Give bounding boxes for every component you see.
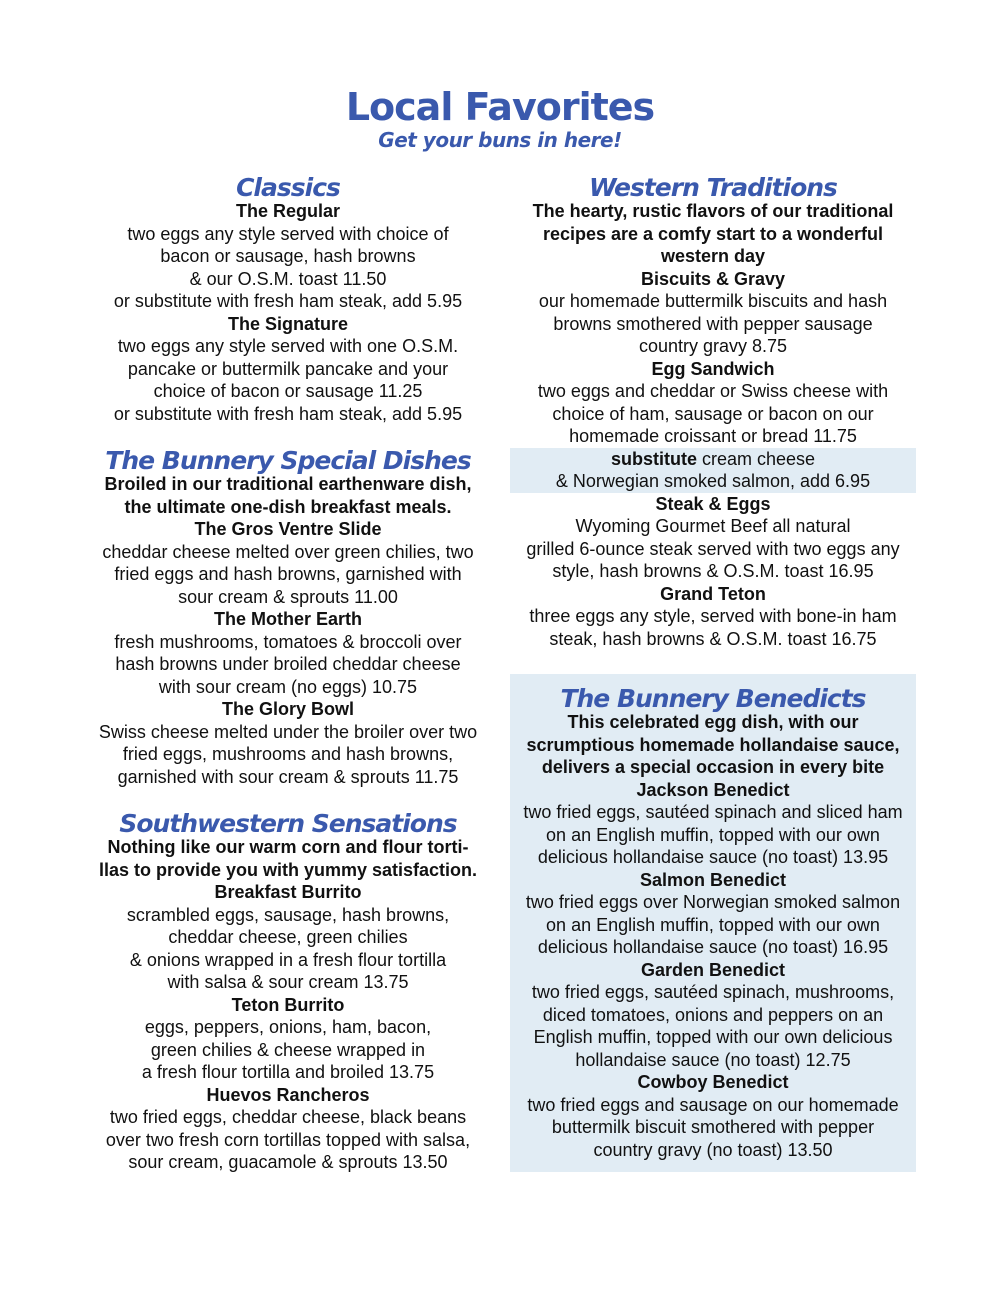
item-description: sour cream, guacamole & sprouts 13.50 (128, 1152, 448, 1172)
item-description: browns smothered with pepper sausage (553, 313, 873, 334)
item-name: The Signature (227, 313, 348, 334)
item-name: The Regular (235, 201, 341, 221)
item-description: fried eggs, mushrooms and hash browns, (122, 744, 454, 764)
item-name: The Mother Earth (213, 609, 362, 629)
menu-item-cowboy-benedict (510, 1071, 916, 1161)
menu-item-biscuits-gravy (510, 268, 916, 358)
item-description: style, hash browns & O.S.M. toast 16.95 (552, 561, 874, 581)
item-name: The Glory Bowl (221, 699, 354, 719)
item-name: Grand Teton (660, 583, 766, 604)
item-description: Wyoming Gourmet Beef all natural (575, 516, 851, 536)
section-classics (86, 175, 490, 425)
item-description: country gravy 8.75 (638, 336, 788, 356)
item-description: sour cream & sprouts 11.00 (178, 586, 398, 607)
section-intro: scrumptious homemade hollandaise sauce, (526, 734, 900, 755)
item-description: buttermilk biscuit smothered with pepper (551, 1117, 875, 1137)
section-heading: Western Traditions (589, 173, 837, 202)
section-intro: This celebrated egg dish, with our (567, 712, 859, 732)
item-description: & onions wrapped in a fresh flour tortilla (129, 949, 447, 970)
section-intro: the ultimate one-dish breakfast meals. (124, 496, 452, 517)
menu-item-salmon-benedict (510, 869, 916, 959)
item-description: on an English muffin, topped with our own (546, 824, 880, 845)
item-name: The Gros Ventre Slide (194, 519, 382, 539)
item-name: Jackson Benedict (636, 779, 790, 800)
item-description: diced tomatoes, onions and peppers on an (542, 1004, 884, 1025)
item-name: Huevos Rancheros (206, 1084, 370, 1105)
item-description: two eggs any style served with choice of (127, 223, 449, 244)
section-heading: Southwestern Sensations (119, 809, 457, 838)
item-description: cheddar cheese, green chilies (168, 927, 408, 947)
section-intro: Broiled in our traditional earthenware dish, (104, 474, 472, 494)
item-description: two eggs and cheddar or Swiss cheese with (537, 381, 889, 401)
item-name: Garden Benedict (640, 959, 786, 980)
menu-item-breakfast-burrito (86, 881, 490, 994)
item-description: two fried eggs and sausage on our homemade (527, 1094, 899, 1115)
note-line (510, 448, 916, 471)
item-description: two eggs any style served with one O.S.M. (117, 336, 459, 356)
section-heading: Classics (236, 173, 340, 202)
item-substitution-note (510, 448, 916, 493)
section-intro: recipes are a comfy start to a wonderful (542, 223, 884, 244)
section-the-bunnery-special-dishes (86, 448, 490, 788)
item-description: three eggs any style, served with bone-in ham (529, 606, 897, 626)
item-name: Breakfast Burrito (214, 882, 362, 902)
item-description: English muffin, topped with our own delicious (533, 1027, 893, 1047)
item-description: or substitute with fresh ham steak, add 5.95 (113, 403, 463, 424)
item-description: steak, hash browns & O.S.M. toast 16.75 (549, 628, 877, 649)
section-intro: western day (660, 246, 766, 266)
item-name: Egg Sandwich (651, 358, 775, 379)
item-description: hollandaise sauce (no toast) 12.75 (575, 1049, 851, 1070)
menu-item-steak-eggs (510, 493, 916, 583)
section-western-traditions (510, 175, 916, 650)
item-description: & our O.S.M. toast 11.50 (189, 268, 387, 289)
section-intro: delivers a special occasion in every bite (541, 757, 885, 777)
menu-item-the-glory-bowl (86, 698, 490, 788)
item-description: eggs, peppers, onions, ham, bacon, (144, 1017, 432, 1037)
item-description: with salsa & sour cream 13.75 (167, 972, 409, 992)
menu-item-the-signature (86, 313, 490, 426)
menu-item-the-regular (86, 200, 490, 313)
item-description: cheddar cheese melted over green chilies, two (102, 541, 474, 562)
menu-title: Local Favorites (345, 85, 655, 129)
section-intro: llas to provide you with yummy satisfaction. (98, 859, 478, 880)
section-intro: Nothing like our warm corn and flour torti- (107, 837, 469, 857)
item-name: Cowboy Benedict (637, 1072, 789, 1092)
item-description: or substitute with fresh ham steak, add 5.95 (113, 291, 463, 311)
menu-item-the-gros-ventre-slide (86, 518, 490, 608)
menu-item-huevos-rancheros (86, 1084, 490, 1174)
item-description: homemade croissant or bread 11.75 (569, 426, 857, 446)
item-description: two fried eggs, sautéed spinach and sliced ham (523, 802, 903, 822)
item-description: delicious hollandaise sauce (no toast) 13.95 (537, 847, 889, 867)
item-description: green chilies & cheese wrapped in (150, 1039, 426, 1060)
item-description: on an English muffin, topped with our own (546, 914, 880, 935)
menu-item-egg-sandwich (510, 358, 916, 493)
item-description: with sour cream (no eggs) 10.75 (158, 676, 418, 697)
item-description: choice of ham, sausage or bacon on our (552, 403, 874, 424)
section-the-bunnery-benedicts (510, 674, 916, 1172)
item-description: a fresh flour tortilla and broiled 13.75 (141, 1062, 435, 1082)
item-description: two fried eggs, sautéed spinach, mushrooms, (531, 982, 895, 1002)
section-heading: The Bunnery Special Dishes (105, 446, 471, 475)
item-description: two fried eggs, cheddar cheese, black beans (109, 1107, 467, 1127)
menu-item-jackson-benedict (510, 779, 916, 869)
note-bold: substitute (610, 448, 697, 469)
item-description: hash browns under broiled cheddar cheese (115, 654, 461, 674)
left-column (86, 175, 490, 1174)
item-description: bacon or sausage, hash browns (160, 246, 416, 266)
item-description: country gravy (no toast) 13.50 (593, 1139, 833, 1160)
item-name: Teton Burrito (231, 994, 345, 1015)
item-name: Salmon Benedict (639, 869, 787, 890)
menu-item-teton-burrito (86, 994, 490, 1084)
item-description: two fried eggs over Norwegian smoked salmon (525, 892, 901, 912)
item-description: our homemade buttermilk biscuits and hash (538, 291, 888, 311)
menu-item-garden-benedict (510, 959, 916, 1072)
item-description: garnished with sour cream & sprouts 11.75 (117, 766, 459, 787)
item-name: Biscuits & Gravy (640, 268, 786, 289)
item-description: grilled 6-ounce steak served with two eggs any (526, 538, 900, 559)
menu-item-the-mother-earth (86, 608, 490, 698)
menu-subtitle: Get your buns in here! (378, 128, 622, 152)
item-description: pancake or buttermilk pancake and your (127, 358, 449, 379)
section-southwestern-sensations (86, 811, 490, 1174)
item-description: delicious hollandaise sauce (no toast) 16.95 (537, 937, 889, 957)
menu-item-grand-teton (510, 583, 916, 651)
item-description: Swiss cheese melted under the broiler over two (98, 721, 478, 742)
note-line: & Norwegian smoked salmon, add 6.95 (555, 471, 871, 491)
item-description: fresh mushrooms, tomatoes & broccoli over (114, 631, 462, 652)
item-description: choice of bacon or sausage 11.25 (153, 381, 423, 401)
item-description: over two fresh corn tortillas topped with salsa, (105, 1129, 471, 1150)
item-description: scrambled eggs, sausage, hash browns, (126, 904, 450, 925)
note-text: cream cheese (696, 448, 816, 469)
section-heading: The Bunnery Benedicts (560, 684, 866, 713)
item-description: fried eggs and hash browns, garnished with (114, 564, 462, 584)
section-intro: The hearty, rustic flavors of our traditional (532, 201, 894, 221)
item-name: Steak & Eggs (655, 493, 771, 514)
right-column (510, 175, 916, 1172)
